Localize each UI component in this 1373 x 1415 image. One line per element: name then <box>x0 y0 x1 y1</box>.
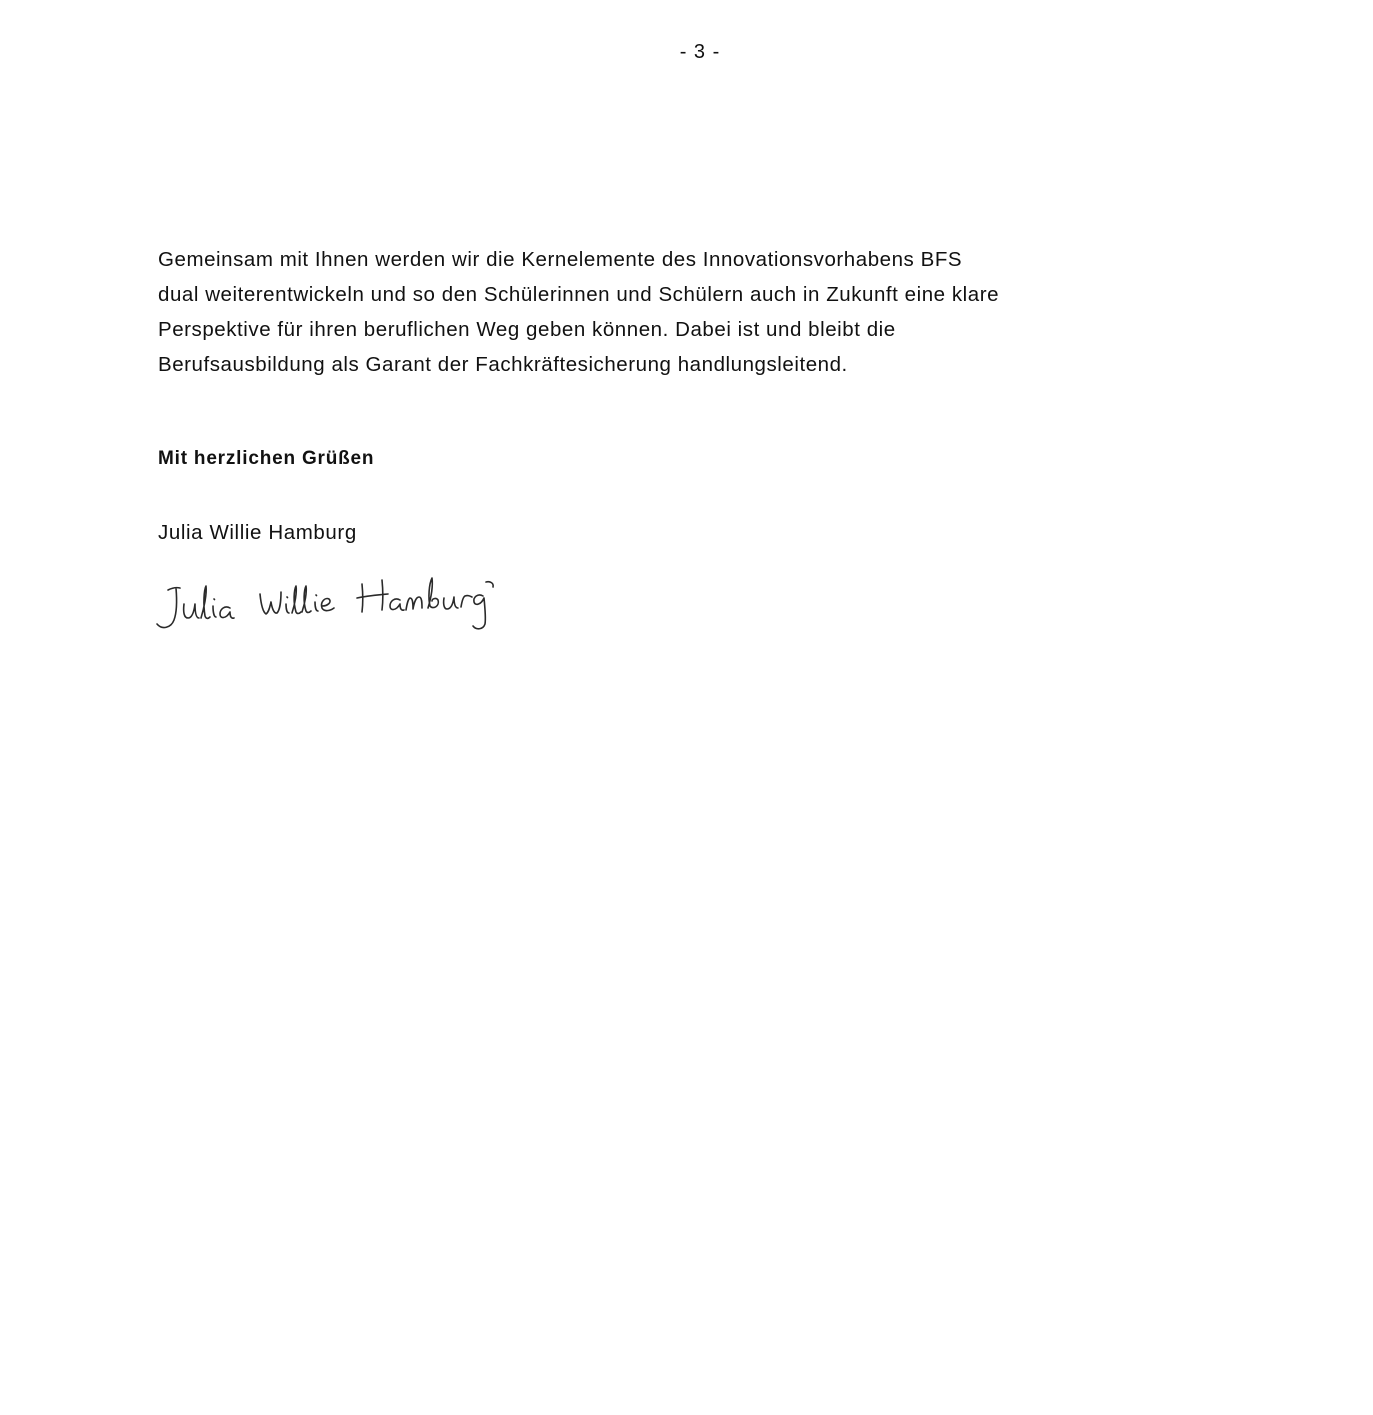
body-line: Perspektive für ihren beruflichen Weg geben können. Dabei ist und bleibt die <box>158 318 896 341</box>
body-line: Gemeinsam mit Ihnen werden wir die Kernelemente des Innovationsvorhabens BFS <box>158 248 963 271</box>
letter-body-paragraph <box>158 242 1248 382</box>
body-line: Berufsausbildung als Garant der Fachkräftesicherung handlungsleitend. <box>158 353 848 376</box>
signer-name: Julia Willie Hamburg <box>158 521 357 544</box>
closing-salutation: Mit herzlichen Grüßen <box>158 448 375 469</box>
page-number: - 3 - <box>679 41 721 63</box>
handwritten-signature <box>150 568 510 638</box>
body-line: dual weiterentwickeln und so den Schülerinnen und Schülern auch in Zukunft eine klare <box>158 283 1000 306</box>
